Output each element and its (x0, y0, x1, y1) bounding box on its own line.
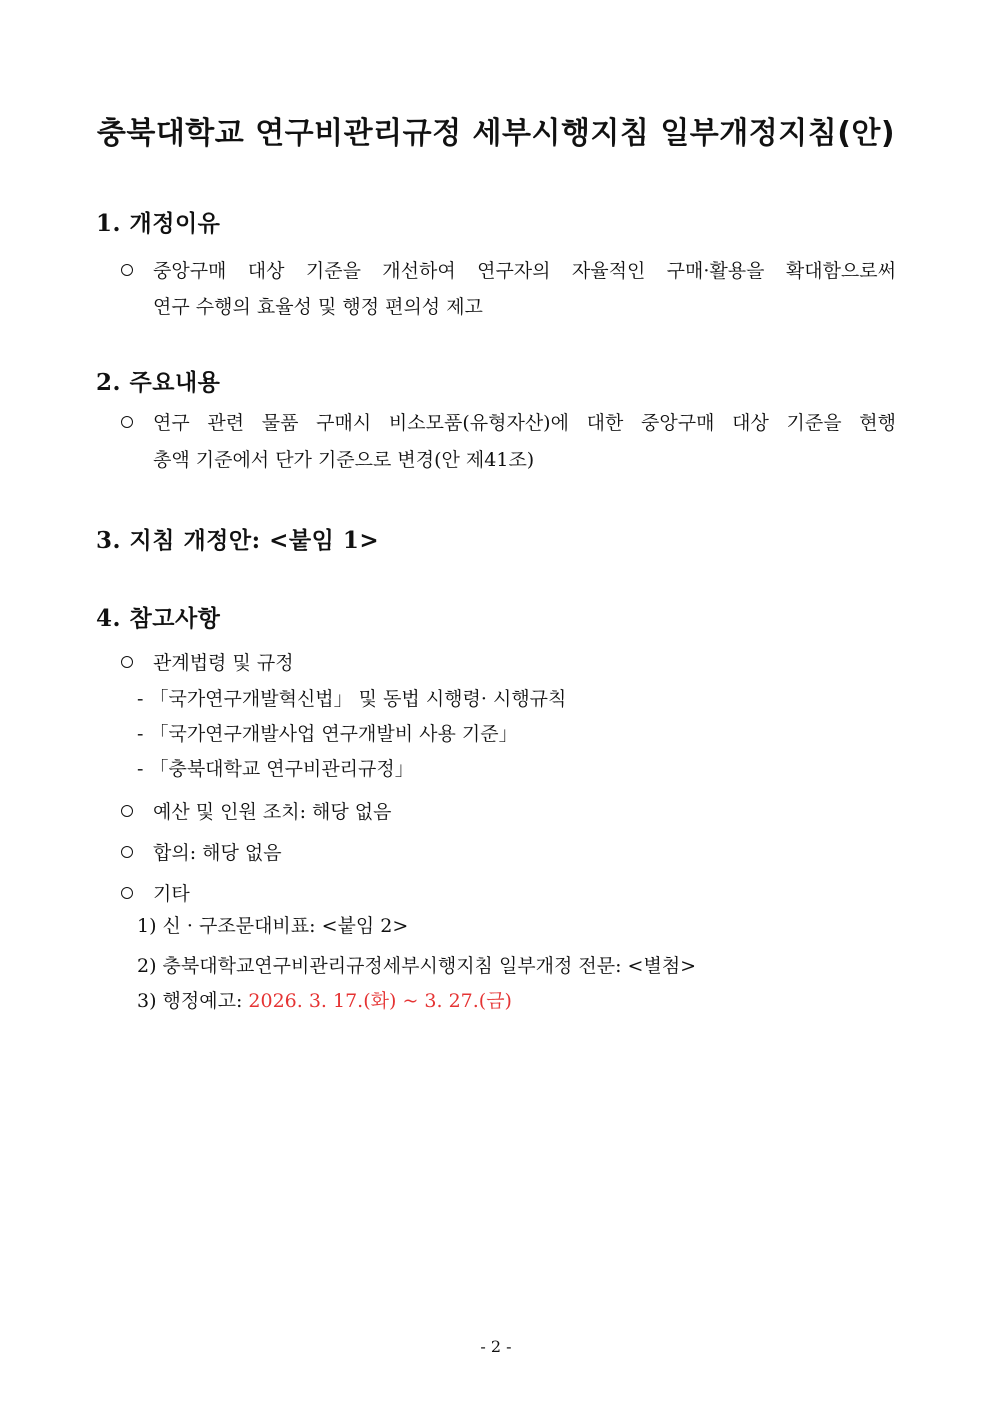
section-heading-references: 4. 참고사항 (96, 605, 221, 632)
reference-item-agreement: 합의: 해당 없음 (153, 842, 282, 864)
law-list-item: - 「국가연구개발사업 연구개발비 사용 기준」 (137, 723, 518, 745)
other-list-item: 1) 신 · 구조문대비표: <붙임 2> (137, 915, 409, 937)
other-list-item: 2) 충북대학교연구비관리규정세부시행지침 일부개정 전문: <별첨> (137, 955, 697, 977)
law-list-item: - 「국가연구개발혁신법」 및 동법 시행령· 시행규칙 (137, 688, 567, 710)
notice-label: 3) 행정예고: (137, 990, 249, 1012)
main-content-paragraph-line1: 연구 관련 물품 구매시 비소모품(유형자산)에 대한 중앙구매 대상 기준을 현행 (153, 412, 896, 434)
circle-bullet-icon (121, 887, 133, 899)
reference-item-other: 기타 (153, 883, 190, 905)
page-number: - 2 - (480, 1337, 512, 1356)
circle-bullet-icon (121, 805, 133, 817)
notice-period: 2026. 3. 17.(화) ~ 3. 27.(금) (248, 990, 512, 1012)
section-heading-amendment: 3. 지침 개정안: <붙임 1> (96, 527, 380, 554)
reason-paragraph-line2: 연구 수행의 효율성 및 행정 편의성 제고 (153, 296, 483, 318)
circle-bullet-icon (121, 846, 133, 858)
section-heading-reason: 1. 개정이유 (96, 210, 221, 237)
circle-bullet-icon (121, 264, 133, 276)
main-content-paragraph-line2: 총액 기준에서 단가 기준으로 변경(안 제41조) (153, 449, 535, 471)
document-title: 충북대학교 연구비관리규정 세부시행지침 일부개정지침(안) (96, 116, 896, 151)
reason-paragraph-line1: 중앙구매 대상 기준을 개선하여 연구자의 자율적인 구매·활용을 확대함으로써 (153, 260, 896, 282)
reference-item-budget: 예산 및 인원 조치: 해당 없음 (153, 801, 392, 823)
section-heading-main-content: 2. 주요내용 (96, 369, 221, 396)
circle-bullet-icon (121, 416, 133, 428)
other-list-item-notice (137, 986, 512, 1013)
circle-bullet-icon (121, 656, 133, 668)
reference-item-laws: 관계법령 및 규정 (153, 652, 294, 674)
law-list-item: - 「충북대학교 연구비관리규정」 (137, 758, 414, 780)
